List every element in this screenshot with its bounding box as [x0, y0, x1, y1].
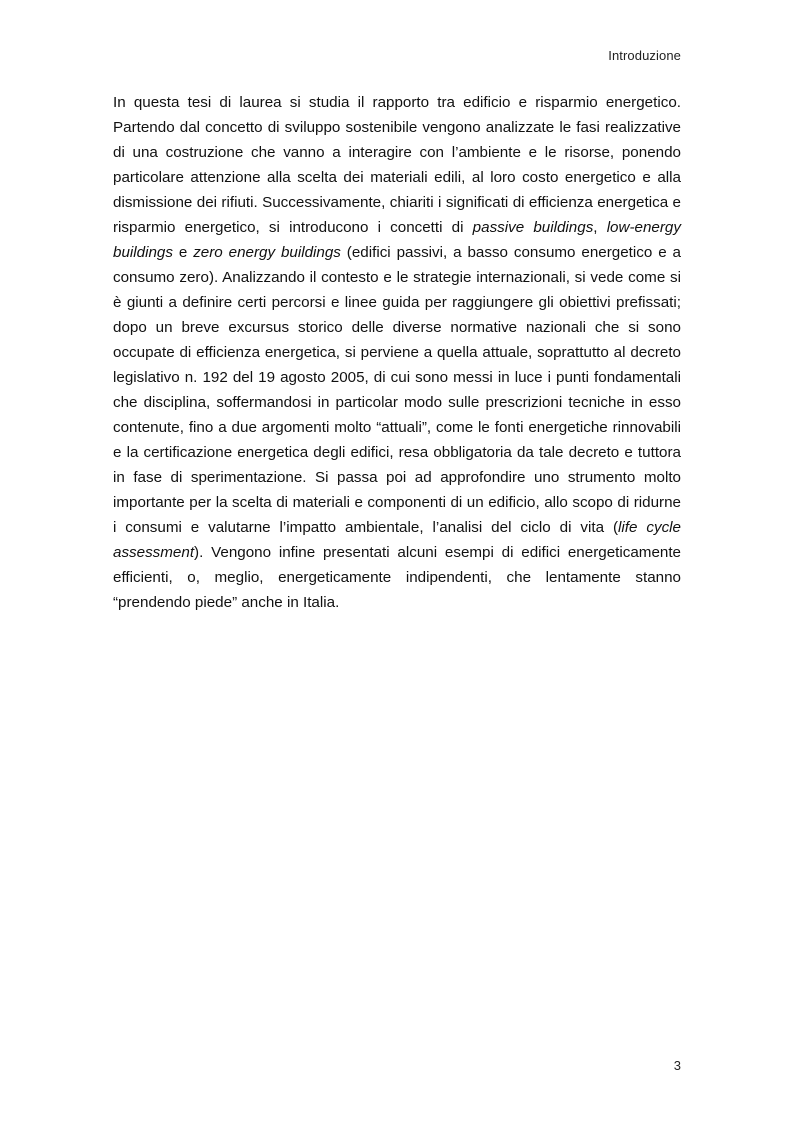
paragraph-italic-term: life cycle assessment: [113, 519, 681, 561]
paragraph-text-segment: ,: [593, 219, 607, 236]
paragraph-italic-term: zero energy buildings: [193, 244, 341, 261]
paragraph-text-segment: ). Vengono infine presentati alcuni esempi di edifici energeticamente efficienti, o, meglio, energeticamente indipendenti, che lentamente stanno “prendendo piede” anche in Italia.: [113, 544, 681, 611]
body-paragraph: [113, 90, 681, 615]
paragraph-italic-term: low-energy buildings: [113, 219, 681, 261]
paragraph-text-segment: In questa tesi di laurea si studia il rapporto tra edificio e risparmio energetico. Partendo dal concetto di sviluppo sostenibile vengono analizzate le fasi realizzative di una costruzione che vanno a interagire con l’ambiente e le risorse, ponendo particolare attenzione alla scelta dei materiali edili, al loro costo energetico e alla dismissione dei rifiuti. Successivamente, chiariti i significati di efficienza energetica e risparmio energetico, si introducono i concetti di: [113, 94, 681, 236]
paragraph-italic-term: passive buildings: [472, 219, 594, 236]
running-header: Introduzione: [608, 48, 681, 63]
paragraph-text-segment: e: [172, 244, 194, 261]
page-number: 3: [673, 1058, 681, 1073]
paragraph-text-segment: (edifici passivi, a basso consumo energetico e a consumo zero). Analizzando il contesto e le strategie internazionali, si vede come si è giunti a definire certi percorsi e linee guida per raggiungere gli obiettivi prefissati; dopo un breve excursus storico delle diverse normative nazionali che si sono occupate di efficienza energetica, si perviene a quella attuale, soprattutto al decreto legislativo n. 192 del 19 agosto 2005, di cui sono messi in luce i punti fondamentali che disciplina, soffermandosi in particolar modo sulle prescrizioni tecniche in esso contenute, fino a due argomenti molto “attuali”, come le fonti energetiche rinnovabili e la certificazione energetica degli edifici, resa obbligatoria da tale decreto e tuttora in fase di sperimentazione. Si passa poi ad approfondire uno strumento molto importante per la scelta di materiali e componenti di un edificio, allo scopo di ridurne i consumi e valutarne l’impatto ambientale, l’analisi del ciclo di vita (: [113, 244, 681, 536]
